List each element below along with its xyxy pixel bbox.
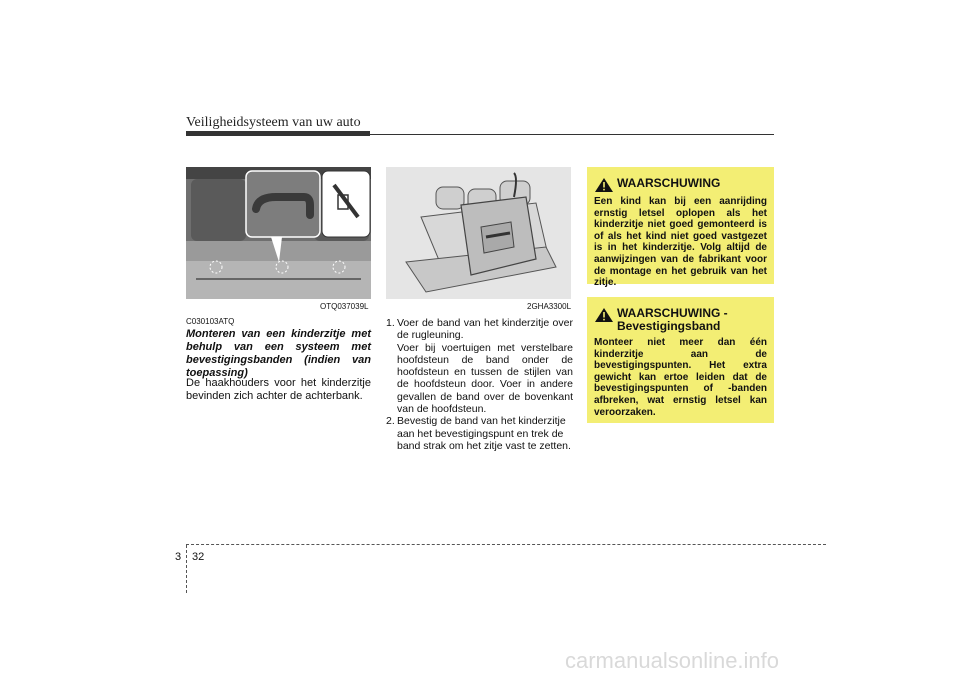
figure-code-middle: 2GHA3300L — [527, 302, 572, 311]
warning-triangle-icon — [595, 178, 613, 192]
section-body: De haakhouders voor het kinderzitje bevinden zich achter de achterbank. — [186, 377, 371, 402]
warning-subtitle: Bevestigingsband — [617, 319, 721, 333]
instruction-steps — [386, 317, 573, 452]
warning-box-tether-strap — [587, 297, 774, 423]
tether-anchor-photo — [186, 167, 371, 299]
page-number: 32 — [192, 551, 205, 563]
section-title-line: behulp van een systeem met — [186, 341, 371, 353]
section-title — [186, 328, 371, 380]
section-title-line: Monteren van een kinderzitje met — [186, 328, 371, 340]
warning-box-child-safety — [587, 167, 774, 289]
step-text: Voer bij voertuigen met verstelbare hoofdsteun de band onder de hoofdsteun en tussen de stijlen van de hoofdsteun door. Voer in andere gevallen de band over de bovenkant van de hoofdsteun. — [397, 341, 573, 416]
warning-title: WAARSCHUWING — [617, 176, 721, 190]
footer-rule — [186, 544, 826, 545]
footer-divider — [186, 545, 187, 593]
warning-body: Een kind kan bij een aanrijding ernstig letsel oplopen als het kinderzitje niet goed gemonteerd is of als het kind niet goed vastgezet is in het kinderzitje. Volg altijd de aanwijzingen van de fabrikant voor de montage en het gebruik van het zitje. — [594, 196, 767, 289]
page-header-title: Veiligheidsysteem van uw auto — [186, 115, 361, 130]
warning-title: WAARSCHUWING - — [617, 306, 728, 320]
step-text: aan het bevestigingspunt en trek de — [397, 427, 564, 440]
figure-code-left: OTQ037039L — [320, 302, 369, 311]
warning-body: Monteer niet meer dan één kinderzitje aan de bevestigingspunten. Het extra gewicht kan ertoe leiden dat de bevestigingspunten of -banden afbreken, wat ernstig letsel kan veroorzaken. — [594, 337, 767, 418]
step-item — [386, 317, 573, 415]
header-rule — [370, 134, 774, 135]
watermark: carmanualsonline.info — [565, 648, 780, 673]
step-number: 2. — [386, 415, 395, 428]
section-code: C030103ATQ — [186, 317, 235, 326]
step-text: band strak om het zitje vast te zetten. — [397, 439, 571, 452]
step-number: 1. — [386, 317, 395, 329]
warning-triangle-icon — [595, 308, 613, 322]
child-seat-illustration — [386, 167, 571, 299]
chapter-number: 3 — [175, 551, 182, 563]
step-text: Voer de band van het kinderzitje over de rugleuning. — [397, 317, 573, 342]
header-bar — [186, 131, 370, 136]
section-title-line: bevestigingsbanden (indien van — [186, 354, 371, 366]
section-title-line: toepassing) — [186, 367, 248, 379]
step-text: Bevestig de band van het kinderzitje — [397, 415, 566, 428]
step-item — [386, 415, 573, 452]
